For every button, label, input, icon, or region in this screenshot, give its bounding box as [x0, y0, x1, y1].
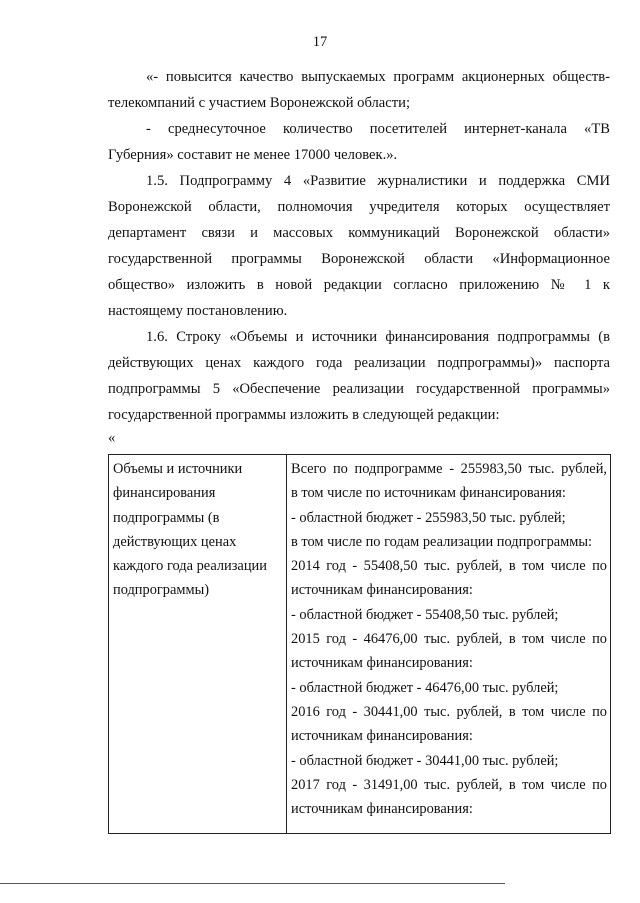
text-line: 1.5. Подпрограмму 4 «Развитие журналистики и поддержка СМИ [146, 173, 610, 189]
text-line: действующих ценах каждого года реализации подпрограммы)» паспорта [108, 355, 610, 371]
text-line: Губерния» составит не менее 17000 человек.». [108, 147, 398, 163]
cell-line: - областной бюджет - 55408,50 тыс. рублей; [291, 606, 559, 623]
text-line: государственной программы изложить в следующей редакции: [108, 407, 500, 423]
cell-line: - областной бюджет - 30441,00 тыс. рублей; [291, 752, 559, 769]
text-line: общество» изложить в новой редакции согласно приложению № 1 к [108, 277, 610, 293]
bottom-divider [0, 883, 505, 884]
text-line: настоящему постановлению. [108, 303, 288, 319]
cell-line: - областной бюджет - 255983,50 тыс. рублей; [291, 509, 566, 526]
page-number: 17 [312, 34, 328, 50]
cell-line: в том числе по источникам финансирования: [291, 485, 566, 502]
text-line: - среднесуточное количество посетителей интернет-канала «ТВ [146, 121, 610, 137]
text-line: телекомпаний с участием Воронежской области; [108, 95, 410, 111]
cell-line: 2017 год - 31491,00 тыс. рублей, в том числе по [291, 776, 607, 793]
cell-line: источникам финансирования: [291, 801, 473, 818]
paragraph-visitors [108, 116, 610, 168]
cell-line: 2014 год - 55408,50 тыс. рублей, в том числе по [291, 558, 607, 575]
cell-line: подпрограммы) [113, 582, 210, 599]
text-line: департамент связи и массовых коммуникаций Воронежской области» [108, 225, 610, 241]
text-line: подпрограммы 5 «Обеспечение реализации государственной программы» [108, 381, 610, 397]
cell-line: источникам финансирования: [291, 655, 473, 672]
cell-line: источникам финансирования: [291, 728, 473, 745]
cell-line: 2015 год - 46476,00 тыс. рублей, в том числе по [291, 631, 607, 648]
cell-line: - областной бюджет - 46476,00 тыс. рублей; [291, 679, 559, 696]
opening-quote: « [108, 430, 116, 446]
cell-line: Объемы и источники [113, 461, 243, 477]
text-line: «- повысится качество выпускаемых программ акционерных обществ- [146, 69, 610, 85]
cell-line: в том числе по годам реализации подпрограммы: [291, 533, 593, 550]
table-cell-label [109, 455, 287, 834]
financing-table [108, 454, 611, 834]
text-line: Воронежской области, полномочия учредителя которых осуществляет [108, 199, 610, 215]
cell-line: подпрограммы (в [113, 509, 220, 526]
cell-line: Всего по подпрограмме - 255983,50 тыс. рублей, [291, 461, 607, 477]
cell-line: 2016 год - 30441,00 тыс. рублей, в том числе по [291, 703, 607, 720]
paragraph-1-6 [108, 324, 610, 428]
paragraph-1-5 [108, 168, 610, 324]
cell-line: источникам финансирования: [291, 582, 473, 599]
text-line: государственной программы Воронежской области «Информационное [108, 251, 610, 267]
paragraph-quality [108, 64, 610, 116]
cell-line: финансирования [113, 485, 216, 502]
table-cell-value [287, 455, 611, 834]
text-line: 1.6. Строку «Объемы и источники финансирования подпрограммы (в [146, 329, 610, 345]
table-row [109, 455, 611, 834]
cell-line: каждого года реализации [113, 558, 267, 575]
cell-line: действующих ценах [113, 533, 237, 550]
